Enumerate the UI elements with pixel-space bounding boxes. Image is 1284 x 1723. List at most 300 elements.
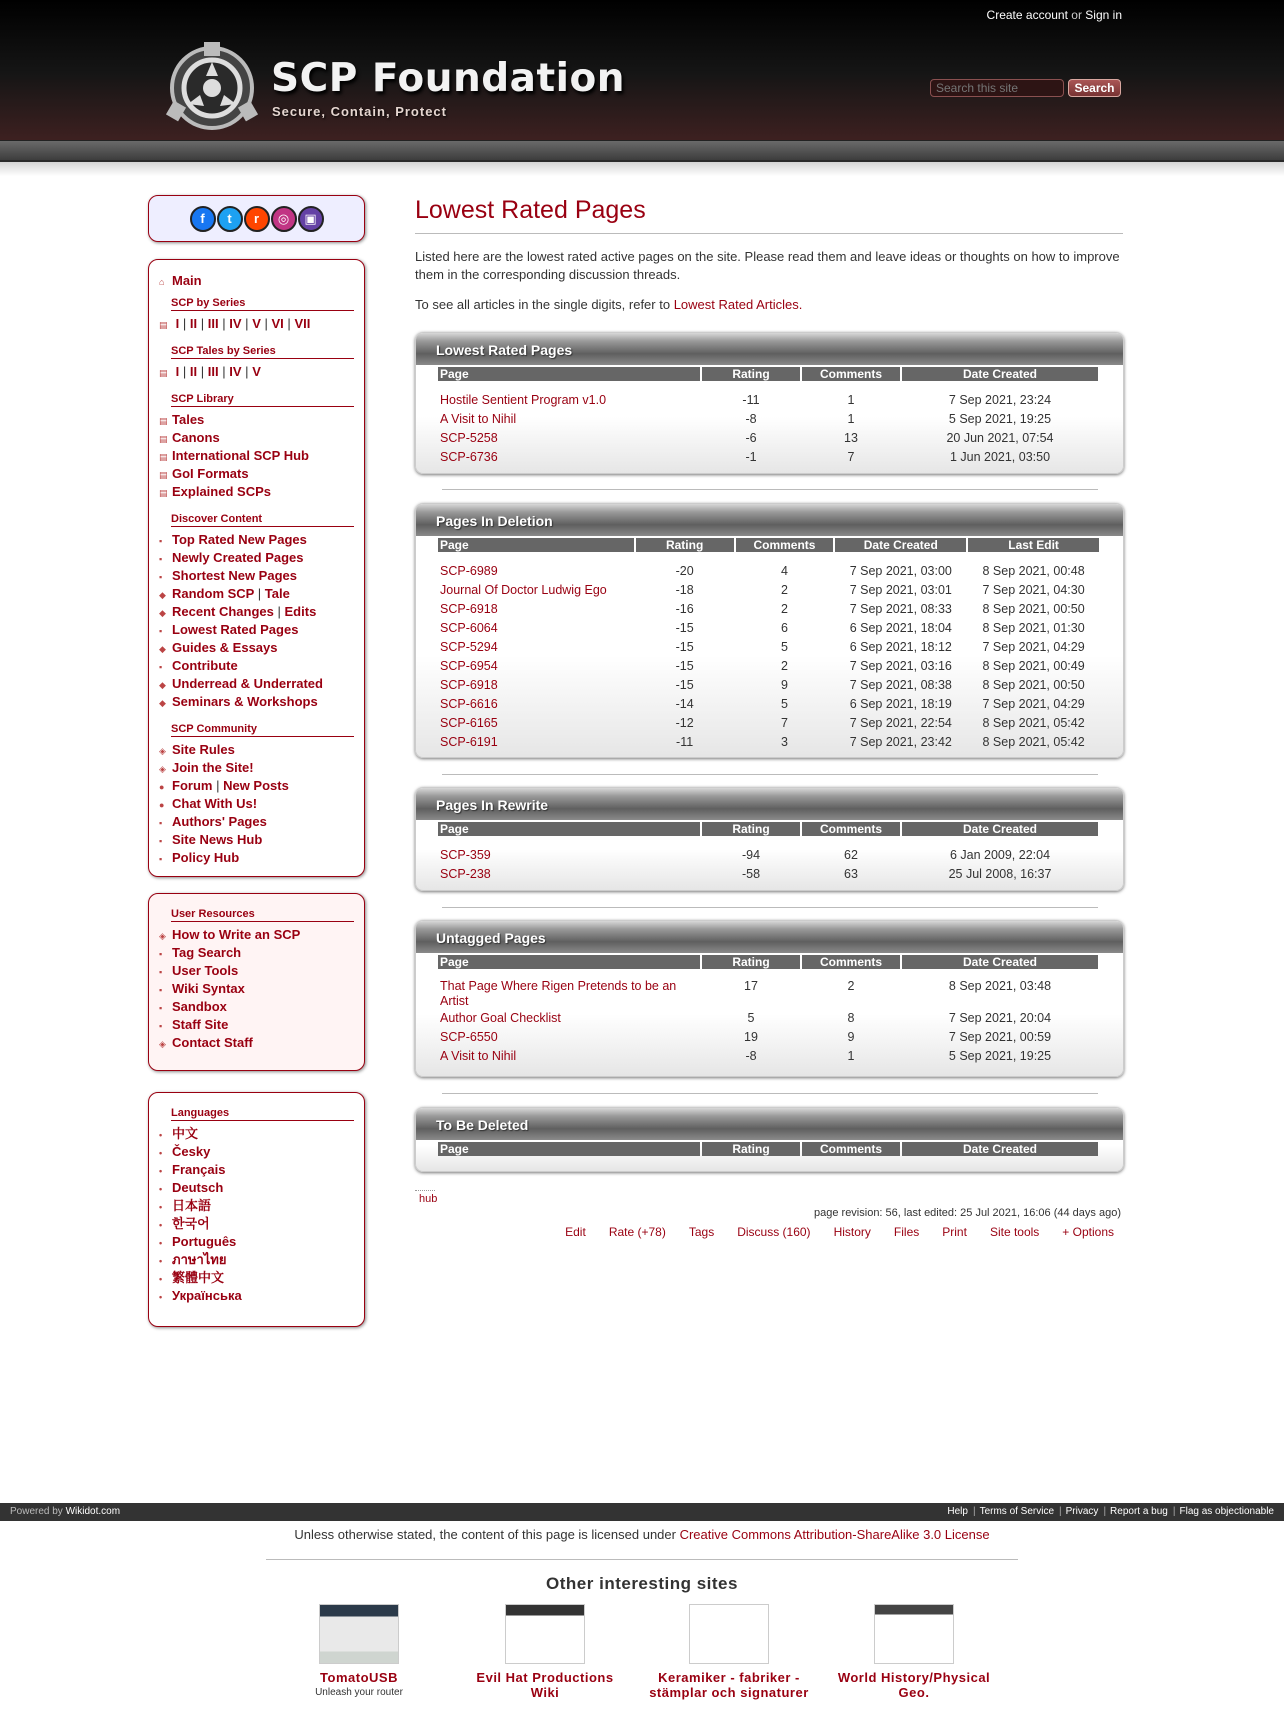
- sidebar-item-label: Sandbox: [172, 999, 227, 1014]
- col-rating: Rating: [702, 1142, 800, 1156]
- page-link[interactable]: SCP-6616: [440, 697, 498, 711]
- rating-cell: 19: [744, 1030, 758, 1044]
- comments-cell: 5: [780, 697, 788, 711]
- tales-series-link-4[interactable]: IV: [229, 364, 242, 379]
- sidebar-item-label: Main: [172, 273, 202, 288]
- sidebar-item-seminars[interactable]: [159, 693, 354, 711]
- rating-cell: -18: [675, 583, 694, 597]
- date-cell: 6 Sep 2021, 18:04: [849, 621, 952, 635]
- report-bug-link[interactable]: Report a bug: [1110, 1506, 1168, 1517]
- comments-cell: 63: [844, 867, 858, 881]
- col-comments: Comments: [802, 822, 900, 836]
- search-input[interactable]: [930, 79, 1064, 97]
- comments-cell: 9: [847, 1030, 855, 1044]
- date-cell: 25 Jul 2008, 16:37: [948, 867, 1052, 881]
- comments-cell: 5: [780, 640, 788, 654]
- sidebar-heading-tales: SCP Tales by Series: [171, 345, 354, 359]
- col-rating: Rating: [636, 538, 734, 552]
- see-all-text: [415, 296, 1123, 314]
- page-link[interactable]: Hostile Sentient Program v1.0: [440, 393, 607, 407]
- sidebar-item-label: GoI Formats: [172, 466, 249, 481]
- panel-title: Lowest Rated Pages: [416, 333, 1123, 365]
- sidebar-item-recent: ◆ Recent Changes | Edits: [159, 603, 354, 621]
- language-label: 한국어: [172, 1216, 210, 1231]
- col-comments: Comments: [802, 367, 900, 381]
- date-cell: 7 Sep 2021, 00:59: [948, 1030, 1052, 1044]
- help-link[interactable]: Help: [947, 1506, 968, 1517]
- language-link-zh[interactable]: [159, 1125, 354, 1143]
- sidebar-item-tag-search[interactable]: [159, 944, 354, 962]
- site-thumbnail: [689, 1604, 769, 1664]
- table-header: [438, 538, 1101, 552]
- rating-cell: -12: [675, 716, 694, 730]
- sidebar-item-contribute[interactable]: [159, 657, 354, 675]
- nav-universe[interactable]: Universe: [804, 284, 853, 298]
- sidebar-item-explained-scps[interactable]: [159, 483, 354, 501]
- col-page: Page: [438, 822, 700, 836]
- table-row: [438, 676, 1101, 695]
- sidebar-item-label: Shortest New Pages: [172, 568, 297, 583]
- language-link-fr[interactable]: [159, 1161, 354, 1179]
- page-link[interactable]: SCP-6918: [440, 678, 498, 692]
- rating-cell: -58: [741, 867, 761, 881]
- table-row: [438, 695, 1101, 714]
- comments-cell: 1: [847, 412, 855, 426]
- series-link-5[interactable]: V: [252, 316, 261, 331]
- bullet-icon: ▪: [159, 662, 163, 672]
- sidebar-heading-library: SCP Library: [171, 393, 354, 407]
- nav-scp-global[interactable]: SCP Global: [876, 284, 939, 298]
- bullet-icon: ▪: [159, 949, 163, 959]
- language-link-pt[interactable]: [159, 1233, 354, 1251]
- site-thumbnail: [505, 1604, 585, 1664]
- table-row: [438, 600, 1101, 619]
- page-link[interactable]: SCP-6954: [440, 659, 498, 673]
- table-header: [438, 367, 1101, 381]
- site-slogan: Secure, Contain, Protect: [272, 104, 447, 119]
- language-link-cs[interactable]: [159, 1143, 354, 1161]
- tales-series-link-5[interactable]: V: [252, 364, 261, 379]
- sidebar-item-label: Join the Site!: [172, 760, 254, 775]
- book-icon: ▤: [159, 470, 168, 480]
- nav-scp-series[interactable]: SCP Series: [606, 284, 669, 298]
- comments-cell: 62: [844, 848, 858, 862]
- panel-title: Untagged Pages: [416, 921, 1123, 953]
- sidebar-item-policy[interactable]: [159, 849, 354, 867]
- nav-tales[interactable]: Tales: [692, 284, 721, 298]
- sidebar-item-label: Tag Search: [172, 945, 242, 960]
- other-site-card[interactable]: [834, 1604, 994, 1700]
- last-edit-cell: 8 Sep 2021, 05:42: [982, 716, 1085, 730]
- nav-background[interactable]: Background: [962, 284, 1027, 298]
- bullet-icon: •: [159, 1256, 163, 1266]
- page-link[interactable]: SCP-5294: [440, 640, 498, 654]
- series-link-3[interactable]: III: [207, 316, 219, 331]
- page-link[interactable]: That Page Where Rigen Pretends to be an Artist: [440, 979, 677, 1008]
- diamond-outline-icon: ◈: [159, 1039, 166, 1049]
- rating-cell: -15: [675, 640, 694, 654]
- table-row: [438, 1009, 1101, 1028]
- last-edit-cell: 8 Sep 2021, 00:50: [982, 602, 1085, 616]
- page-link[interactable]: SCP-5258: [440, 431, 498, 445]
- rating-cell: -15: [675, 659, 694, 673]
- powered-by-text: Powered by: [10, 1506, 63, 1517]
- last-edit-cell: 8 Sep 2021, 00:48: [982, 564, 1085, 578]
- section-divider: [442, 1093, 1098, 1094]
- series-link-6[interactable]: VI: [271, 316, 284, 331]
- section-divider: [442, 774, 1098, 775]
- date-cell: 7 Sep 2021, 23:42: [849, 735, 952, 749]
- intro-text: Listed here are the lowest rated active pages on the site. Please read them and leave ideas or thoughts on how to improve them in the corresponding discussion threads.: [415, 249, 1120, 282]
- table-row: [438, 979, 1101, 1009]
- to-be-deleted-panel: [415, 1107, 1124, 1172]
- license-link[interactable]: Creative Commons Attribution-ShareAlike 3.0 License: [679, 1527, 990, 1542]
- comments-cell: 3: [780, 735, 788, 749]
- bullet-icon: ▪: [159, 854, 163, 864]
- language-label: 中文: [172, 1126, 199, 1141]
- date-cell: 8 Sep 2021, 03:48: [948, 979, 1052, 993]
- page-tags: [415, 1190, 437, 1205]
- table-row: [438, 714, 1101, 733]
- new-posts-link[interactable]: New Posts: [223, 778, 289, 793]
- date-cell: 7 Sep 2021, 22:54: [849, 716, 952, 730]
- sidebar-item-label: Wiki Syntax: [172, 981, 245, 996]
- privacy-link[interactable]: Privacy: [1065, 1506, 1099, 1517]
- col-rating: Rating: [702, 822, 800, 836]
- table-row: [438, 429, 1101, 448]
- twitch-icon[interactable]: ▣: [298, 206, 324, 232]
- sidebar-item-label: Staff Site: [172, 1017, 229, 1032]
- site-thumbnail: [874, 1604, 954, 1664]
- powered-by: [10, 1503, 120, 1521]
- tag-link[interactable]: hub: [419, 1193, 438, 1205]
- sidebar-item-wiki-syntax[interactable]: [159, 980, 354, 998]
- create-account-link[interactable]: Create account: [986, 8, 1068, 22]
- col-comments: Comments: [802, 1142, 900, 1156]
- search-button[interactable]: Search: [1068, 79, 1121, 97]
- sidebar-item-news[interactable]: [159, 831, 354, 849]
- more-options-button[interactable]: + Options: [1062, 1225, 1114, 1239]
- site-name: Keramiker - fabriker - stämplar och signaturer: [649, 1670, 809, 1700]
- last-edit-cell: 7 Sep 2021, 04:29: [982, 640, 1085, 654]
- date-cell: 7 Sep 2021, 03:16: [849, 659, 952, 673]
- page-link[interactable]: Author Goal Checklist: [440, 1011, 561, 1025]
- table-row: [438, 657, 1101, 676]
- language-link-th[interactable]: [159, 1251, 354, 1269]
- speech-bubble-icon: ●: [159, 800, 165, 810]
- bullet-icon: •: [159, 1292, 163, 1302]
- rating-cell: -11: [676, 735, 694, 749]
- last-edit-cell: 7 Sep 2021, 04:30: [982, 583, 1085, 597]
- rating-cell: -11: [742, 393, 760, 407]
- page-link[interactable]: A Visit to Nihil: [440, 412, 517, 426]
- site-title[interactable]: SCP Foundation: [271, 56, 626, 101]
- sidebar-item-contact-staff[interactable]: [159, 1034, 354, 1052]
- sidebar-heading-resources: User Resources: [171, 908, 354, 922]
- comments-cell: 2: [780, 583, 788, 597]
- date-cell: 7 Sep 2021, 03:00: [849, 564, 952, 578]
- tales-series-link-2[interactable]: II: [189, 364, 198, 379]
- col-date-created: Date Created: [902, 367, 1098, 381]
- table-row: [438, 733, 1101, 752]
- language-link-uk[interactable]: [159, 1287, 354, 1305]
- sidebar-item-sandbox[interactable]: [159, 998, 354, 1016]
- sidebar-item-tales[interactable]: [159, 411, 354, 429]
- footer-bar: [0, 1503, 1284, 1521]
- book-icon: ▤: [159, 488, 168, 498]
- to-be-deleted-table: [438, 1142, 1101, 1156]
- lowest-rated-panel: [415, 332, 1124, 474]
- comments-cell: 7: [847, 450, 855, 464]
- page-link[interactable]: SCP-6918: [440, 602, 498, 616]
- site-name: World History/Physical Geo.: [837, 1670, 991, 1700]
- forum-link[interactable]: Forum: [172, 778, 213, 793]
- lowest-rated-table: [438, 367, 1101, 467]
- sidebar-item-top-rated[interactable]: [159, 531, 354, 549]
- footer-divider: [266, 1559, 1018, 1560]
- site-tools-button[interactable]: Site tools: [989, 1225, 1040, 1239]
- sidebar-item-label: Site News Hub: [172, 832, 263, 847]
- table-row: [438, 1047, 1101, 1066]
- social-links-block: [148, 195, 365, 242]
- twitter-icon[interactable]: t: [217, 206, 243, 232]
- series-link-1[interactable]: I: [175, 316, 180, 331]
- rating-cell: -16: [675, 602, 694, 616]
- comments-cell: 1: [847, 393, 855, 407]
- sidebar-item-underread[interactable]: [159, 675, 354, 693]
- date-cell: 20 Jun 2021, 07:54: [946, 431, 1054, 445]
- col-page: Page: [438, 1142, 700, 1156]
- sidebar-heading-series: SCP by Series: [171, 297, 354, 311]
- panel-title: To Be Deleted: [416, 1108, 1123, 1140]
- table-row: [438, 410, 1101, 429]
- col-rating: Rating: [702, 955, 800, 969]
- tales-series-link-3[interactable]: III: [207, 364, 219, 379]
- language-label: 日本語: [172, 1198, 212, 1213]
- other-site-card[interactable]: [465, 1604, 625, 1700]
- bullet-icon: ▪: [159, 572, 163, 582]
- scp-logo-icon[interactable]: [164, 42, 260, 134]
- rating-cell: -15: [675, 678, 694, 692]
- sidebar-item-random: ◆ Random SCP | Tale: [159, 585, 354, 603]
- table-header: [438, 822, 1101, 836]
- date-cell: 7 Sep 2021, 23:24: [948, 393, 1052, 407]
- table-row: [438, 581, 1101, 600]
- language-link-ja[interactable]: [159, 1197, 354, 1215]
- sidebar-item-authors[interactable]: [159, 813, 354, 831]
- page-link[interactable]: SCP-6736: [440, 450, 498, 464]
- pages-in-deletion-panel: [415, 503, 1124, 758]
- sidebar-item-goi-formats[interactable]: [159, 465, 354, 483]
- page-link[interactable]: SCP-6064: [440, 621, 498, 635]
- flag-link[interactable]: Flag as objectionable: [1179, 1506, 1274, 1517]
- nav-info-pages[interactable]: Info Pages: [1050, 284, 1108, 298]
- page-link[interactable]: Journal Of Doctor Ludwig Ego: [440, 583, 607, 597]
- language-label: Deutsch: [172, 1180, 224, 1195]
- col-last-edit: Last Edit: [968, 538, 1099, 552]
- language-link-de[interactable]: [159, 1179, 354, 1197]
- terms-link[interactable]: Terms of Service: [979, 1506, 1055, 1517]
- sidebar-item-label: Underread & Underrated: [172, 676, 323, 691]
- tales-series-link-1[interactable]: I: [175, 364, 180, 379]
- rating-cell: -8: [745, 412, 757, 426]
- sidebar-item-canons[interactable]: [159, 429, 354, 447]
- sidebar-item-lowest-rated[interactable]: [159, 621, 354, 639]
- files-button[interactable]: Files: [893, 1225, 920, 1239]
- last-edit-cell: 8 Sep 2021, 00:50: [982, 678, 1085, 692]
- sidebar-item-newly-created[interactable]: [159, 549, 354, 567]
- sidebar-heading-community: SCP Community: [171, 723, 354, 737]
- last-edit-cell: 7 Sep 2021, 04:29: [982, 697, 1085, 711]
- last-edit-cell: 8 Sep 2021, 05:42: [982, 735, 1085, 749]
- pages-in-rewrite-panel: [415, 787, 1124, 891]
- page-link[interactable]: SCP-6191: [440, 735, 498, 749]
- language-label: ภาษาไทย: [172, 1252, 227, 1267]
- site-name: Evil Hat Productions Wiki: [476, 1670, 614, 1700]
- page-link[interactable]: SCP-238: [440, 867, 491, 881]
- sidebar-series-row: ▤ I | II | III | IV | V | VI | VII: [159, 315, 354, 333]
- table-row: [438, 562, 1101, 581]
- random-scp-link[interactable]: Random SCP: [172, 586, 255, 601]
- nav-library[interactable]: Library: [744, 284, 781, 298]
- discuss-button[interactable]: Discuss (160): [737, 1225, 811, 1239]
- language-label: Česky: [172, 1144, 211, 1159]
- page-link[interactable]: SCP-6989: [440, 564, 498, 578]
- reddit-icon[interactable]: r: [244, 206, 270, 232]
- side-navigation: [148, 259, 365, 877]
- facebook-icon[interactable]: f: [190, 206, 216, 232]
- rating-cell: 5: [747, 1011, 755, 1025]
- user-resources-block: [148, 893, 365, 1071]
- comments-cell: 2: [847, 979, 855, 993]
- bullet-icon: ▪: [159, 536, 163, 546]
- table-row: [438, 846, 1101, 865]
- sidebar-item-label: Explained SCPs: [172, 484, 271, 499]
- random-tale-link[interactable]: Tale: [264, 586, 290, 601]
- col-date-created: Date Created: [902, 955, 1098, 969]
- book-icon: ▤: [159, 452, 168, 462]
- page-link[interactable]: SCP-6165: [440, 716, 498, 730]
- other-site-card[interactable]: [279, 1604, 439, 1698]
- bullet-icon: ▪: [159, 554, 163, 564]
- bullet-icon: ▪: [159, 985, 163, 995]
- bullet-icon: ▪: [159, 626, 163, 636]
- comments-cell: 6: [780, 621, 788, 635]
- bullet-icon: •: [159, 1130, 163, 1140]
- comments-cell: 1: [847, 1049, 855, 1063]
- sidebar-item-label: Top Rated New Pages: [172, 532, 307, 547]
- bullet-icon: ▪: [159, 836, 163, 846]
- edit-button[interactable]: Edit: [565, 1225, 586, 1239]
- series-link-4[interactable]: IV: [229, 316, 242, 331]
- print-button[interactable]: Print: [942, 1225, 967, 1239]
- other-site-card[interactable]: [649, 1604, 809, 1700]
- page-revision-info: page revision: 56, last edited: 25 Jul 2021, 16:06 (44 days ago): [814, 1207, 1121, 1219]
- col-rating: Rating: [702, 367, 800, 381]
- language-link-ko[interactable]: [159, 1215, 354, 1233]
- series-link-7[interactable]: VII: [294, 316, 311, 331]
- sidebar-item-shortest[interactable]: [159, 567, 354, 585]
- date-cell: 6 Sep 2021, 18:12: [849, 640, 952, 654]
- pages-in-deletion-table: [438, 538, 1101, 752]
- sidebar-item-label: How to Write an SCP: [172, 927, 301, 942]
- recent-changes-link[interactable]: Recent Changes: [172, 604, 274, 619]
- header-shadow: [0, 162, 1284, 176]
- untagged-pages-panel: [415, 920, 1124, 1077]
- sign-in-link[interactable]: Sign in: [1085, 8, 1122, 22]
- bullet-icon: •: [159, 1184, 163, 1194]
- table-row: [438, 391, 1101, 410]
- page-link[interactable]: SCP-359: [440, 848, 491, 862]
- sidebar-tales-row: ▤ I | II | III | IV | V: [159, 363, 354, 381]
- sidebar-item-site-rules[interactable]: [159, 741, 354, 759]
- panel-title: Pages In Rewrite: [416, 788, 1123, 820]
- tags-button[interactable]: Tags: [688, 1225, 715, 1239]
- series-link-2[interactable]: II: [189, 316, 198, 331]
- rating-cell: -94: [741, 848, 761, 862]
- table-row: [438, 638, 1101, 657]
- rating-cell: -20: [675, 564, 694, 578]
- language-label: Français: [172, 1162, 226, 1177]
- comments-cell: 7: [780, 716, 788, 730]
- see-all-prefix: To see all articles in the single digits, refer to: [415, 297, 671, 312]
- rating-cell: 17: [744, 979, 758, 993]
- sidebar-item-join[interactable]: [159, 759, 354, 777]
- comments-cell: 2: [780, 602, 788, 616]
- diamond-icon: ◆: [159, 680, 166, 690]
- bullet-icon: •: [159, 1166, 163, 1176]
- language-label: Português: [172, 1234, 237, 1249]
- site-description: Unleash your router: [315, 1687, 403, 1698]
- sidebar-item-label: Contact Staff: [172, 1035, 253, 1050]
- comments-cell: 4: [780, 564, 788, 578]
- book-icon: ▤: [159, 434, 168, 444]
- comments-cell: 13: [844, 431, 858, 445]
- sidebar-item-forum: ● Forum | New Posts: [159, 777, 354, 795]
- history-button[interactable]: History: [833, 1225, 871, 1239]
- sidebar-item-user-tools[interactable]: [159, 962, 354, 980]
- pages-in-rewrite-table: [438, 822, 1101, 884]
- table-row: [438, 865, 1101, 884]
- bullet-icon: •: [159, 1274, 163, 1284]
- diamond-icon: ◆: [159, 590, 166, 600]
- site-thumbnail: [319, 1604, 399, 1664]
- sidebar-item-guides[interactable]: [159, 639, 354, 657]
- rate-button[interactable]: Rate (+78): [608, 1225, 666, 1239]
- sidebar-item-staff-site[interactable]: [159, 1016, 354, 1034]
- page-link[interactable]: SCP-6550: [440, 1030, 498, 1044]
- col-date-created: Date Created: [835, 538, 966, 552]
- speech-bubble-icon: ●: [159, 782, 165, 792]
- col-comments: Comments: [802, 955, 900, 969]
- lowest-rated-articles-link[interactable]: Lowest Rated Articles.: [673, 297, 803, 312]
- page-link[interactable]: A Visit to Nihil: [440, 1049, 517, 1063]
- instagram-icon[interactable]: ◎: [271, 206, 297, 232]
- bullet-icon: •: [159, 1148, 163, 1158]
- last-edit-cell: 8 Sep 2021, 01:30: [982, 621, 1085, 635]
- language-link-zh-tw[interactable]: [159, 1269, 354, 1287]
- edits-link[interactable]: Edits: [284, 604, 317, 619]
- sidebar-item-label: Policy Hub: [172, 850, 240, 865]
- sidebar-item-chat[interactable]: [159, 795, 354, 813]
- col-date-created: Date Created: [902, 822, 1098, 836]
- diamond-outline-icon: ◈: [159, 931, 166, 941]
- sidebar-item-label: Guides & Essays: [172, 640, 278, 655]
- wikidot-link[interactable]: Wikidot.com: [65, 1506, 121, 1517]
- sidebar-item-international-hub[interactable]: [159, 447, 354, 465]
- sidebar-item-how-to-write[interactable]: [159, 926, 354, 944]
- sidebar-item-main[interactable]: [159, 272, 354, 290]
